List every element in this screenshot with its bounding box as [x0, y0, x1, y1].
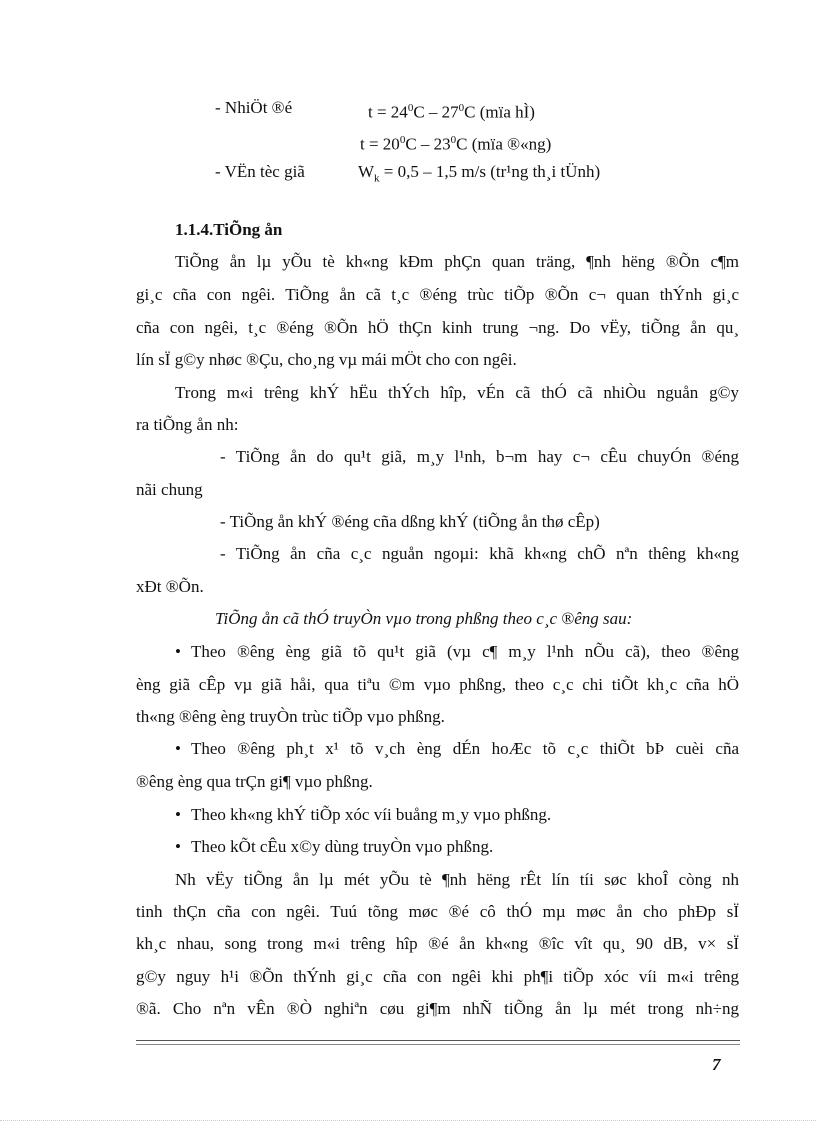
bullet-item: • Theo ®êng èng giã tõ qu¹t giã (vµ c¶ m¸y l¹nh nÕu cã), theo ®êng [175, 640, 739, 664]
body-line: ®ã. Cho nªn vÊn ®Ò nghiªn cøu gi¶m nhÑ tiÕng ån lµ mét trong nh÷ng [136, 999, 739, 1018]
bullet-icon: • [175, 805, 181, 824]
bullet-item: • Theo kÕt cÊu x©y dùng truyÒn vµo phßng. [175, 835, 493, 859]
bullet-icon: • [175, 642, 181, 661]
body-line: gi¸c cña con ngêi. TiÕng ån cã t¸c ®éng trùc tiÕp ®Õn c¬ quan thÝnh gi¸c [136, 285, 739, 304]
italic-intro: TiÕng ån cã thÓ truyÒn vµo trong phßng theo c¸c ®êng sau: [215, 609, 633, 628]
body-line: tinh thÇn cña con ngêi. Tuú tõng møc ®é cô thÓ mµ møc ån cho phÐp sÏ [136, 902, 739, 921]
body-line: èng giã cÊp vµ giã håi, qua tiªu ©m vµo phßng, theo c¸c chi tiÕt kh¸c cña hÖ [136, 675, 739, 694]
list-item: - TiÕng ån cña c¸c nguån ngoµi: khã kh«ng chÕ nªn thêng kh«ng [220, 544, 739, 563]
wind-speed-value: $W_k = 0,5 - 1,5$ m/s (tr¹ng th¸i tÜnh) [358, 162, 601, 185]
section-title: 1.1.4.TiÕng ån [175, 220, 283, 239]
page-edge [0, 1120, 816, 1121]
wind-speed-label: - VËn tèc giã [215, 162, 305, 181]
body-line: Trong m«i trêng khÝ hËu thÝch hîp, vÉn cã thÓ cã nhiÒu nguån g©y [175, 383, 739, 402]
body-line: th«ng ®êng èng truyÒn trùc tiÕp vµo phßng. [136, 707, 445, 726]
footer-rule [136, 1040, 740, 1041]
footer-rule [136, 1044, 740, 1045]
temperature-label: - NhiÖt ®é [215, 98, 293, 117]
body-line: ra tiÕng ån nh: [136, 415, 239, 434]
list-item: - TiÕng ån khÝ ®éng cña dßng khÝ (tiÕng ån thø cÊp) [220, 512, 600, 531]
body-line: lín sÏ g©y nhøc ®Çu, cho¸ng vµ mái mÖt cho con ngêi. [136, 350, 517, 369]
bullet-icon: • [175, 837, 181, 856]
body-line: kh¸c nhau, song trong m«i trêng hîp ®é ån kh«ng ®îc vît qu¸ 90 dB, v× sÏ [136, 934, 739, 953]
bullet-icon: • [175, 739, 181, 758]
body-line: g©y nguy h¹i ®Õn thÝnh gi¸c cña con ngêi khi ph¶i tiÕp xóc víi m«i trêng [136, 967, 739, 986]
body-line: TiÕng ån lµ yÕu tè kh«ng kÐm phÇn quan träng, ¶nh hëng ®Õn c¶m [175, 252, 739, 271]
list-item: xÐt ®Õn. [136, 577, 204, 596]
body-line: ®êng èng qua trÇn gi¶ vµo phßng. [136, 772, 373, 791]
list-item: nãi chung [136, 480, 203, 499]
body-line: Nh vËy tiÕng ån lµ mét yÕu tè ¶nh hëng rÊt lín tíi søc khoÎ còng nh [175, 870, 739, 889]
list-item: - TiÕng ån do qu¹t giã, m¸y l¹nh, b¬m hay c¬ cÊu chuyÓn ®éng [220, 447, 739, 466]
bullet-item: • Theo kh«ng khÝ tiÕp xóc víi buång m¸y vµo phßng. [175, 803, 551, 827]
temperature-summer: $t = 24^0C - 27^0C$ (mïa hÌ) [368, 102, 535, 122]
body-line: cña con ngêi, t¸c ®éng ®Õn hÖ thÇn kinh trung ¬ng. Do vËy, tiÕng ån qu¸ [136, 318, 739, 337]
temperature-winter: $t = 20^0C - 23^0C$ (mïa ®«ng) [360, 134, 552, 154]
bullet-item: • Theo ®êng ph¸t x¹ tõ v¸ch èng dÉn hoÆc tõ c¸c thiÕt bÞ cuèi cña [175, 737, 739, 761]
page-number: 7 [712, 1055, 721, 1074]
